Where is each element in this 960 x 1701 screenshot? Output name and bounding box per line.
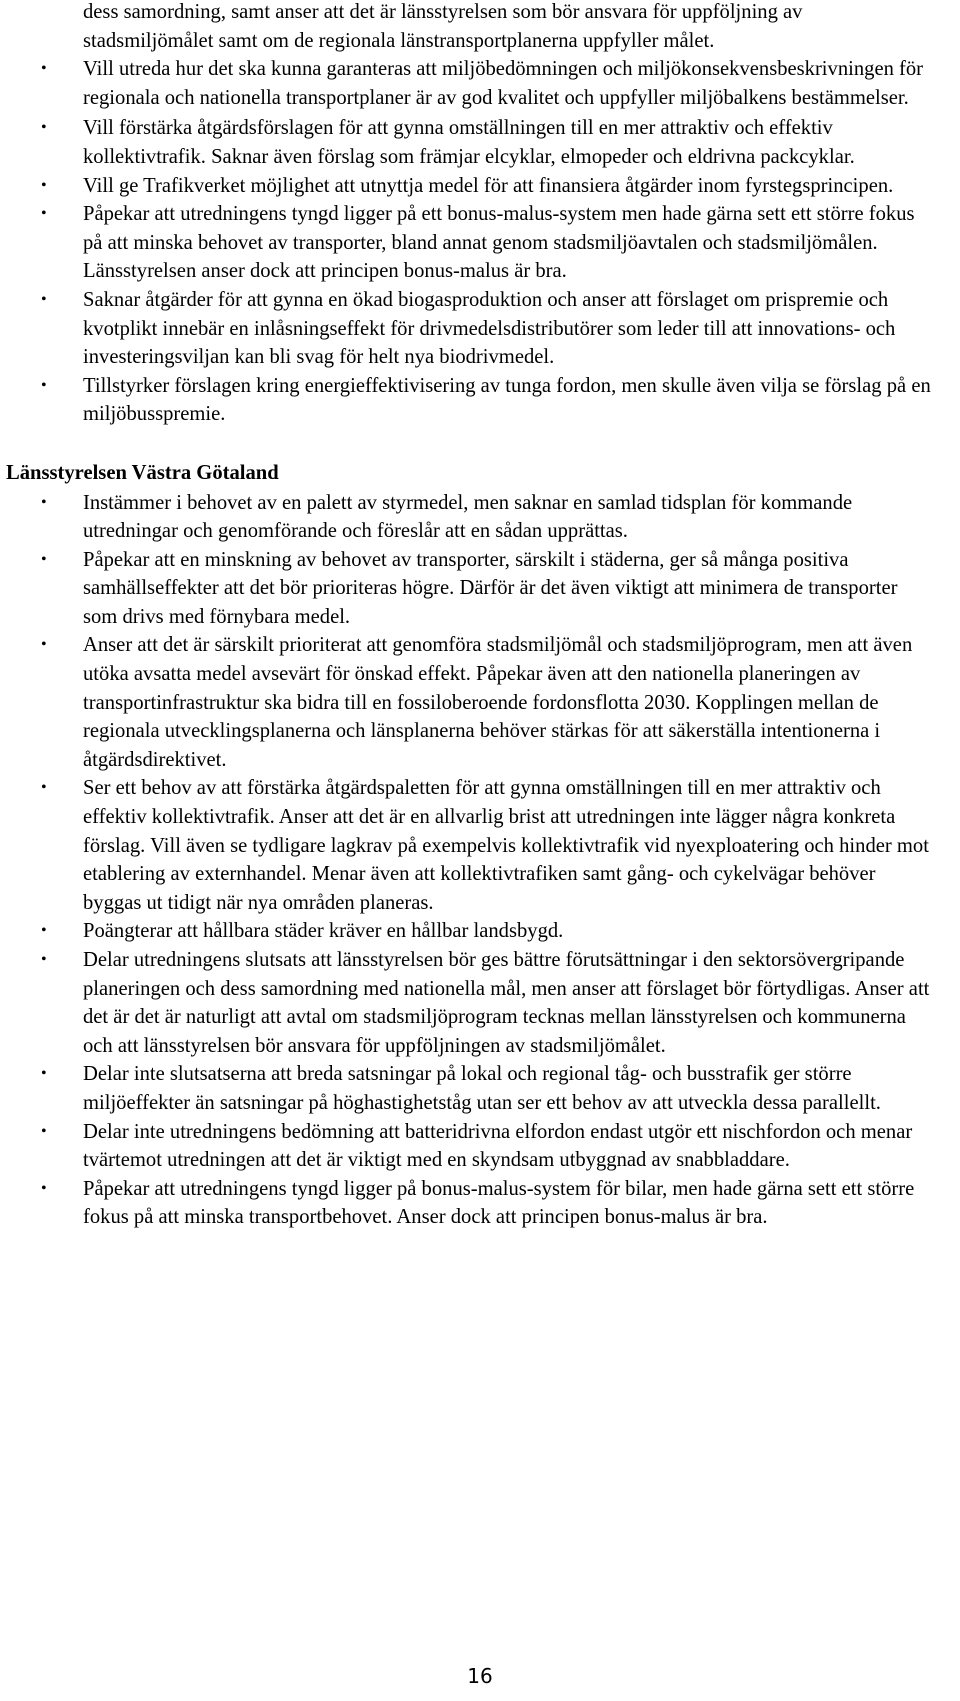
bullet-icon: • — [41, 550, 47, 568]
list-item — [0, 114, 960, 171]
bullet-icon: • — [41, 493, 47, 511]
list-item — [0, 1118, 960, 1175]
list-item — [0, 286, 960, 372]
bullet-icon: • — [41, 205, 47, 223]
list-item-text: Delar inte slutsatserna att breda satsningar på lokal och regional tåg- och busstrafik ger större miljöeffekter än satsningar på höghastighetståg utan ser ett behov av att utveckla dessa parallellt. — [83, 1063, 881, 1114]
page-number: 16 — [467, 1664, 493, 1688]
bullet-icon: • — [41, 1065, 47, 1083]
list-item — [0, 917, 960, 946]
bullet-icon: • — [41, 290, 47, 308]
bullet-list-section-1 — [0, 0, 960, 429]
list-item — [0, 172, 960, 201]
bullet-icon: • — [41, 1122, 47, 1140]
section-heading: Länsstyrelsen Västra Götaland — [6, 461, 279, 484]
list-item-text: dess samordning, samt anser att det är länsstyrelsen som bör ansvara för uppföljning av stadsmiljömålet samt om de regionala länstransportplanerna uppfyller målet. — [83, 1, 803, 52]
list-item-text: Delar inte utredningens bedömning att batteridrivna elfordon endast utgör ett nischfordon och menar tvärtemot utredningen att det är viktigt med en skyndsam utbyggnad av snabbladdare. — [83, 1120, 913, 1172]
bullet-icon: • — [41, 951, 47, 968]
bullet-icon: • — [41, 1179, 47, 1197]
list-item-text: Instämmer i behovet av en palett av styrmedel, men saknar en samlad tidsplan för kommande utredningar och genomförande och föreslår att en sådan upprättas. — [83, 491, 853, 543]
list-item — [0, 200, 960, 286]
bullet-icon: • — [41, 922, 47, 940]
list-item-text: Anser att det är särskilt prioriterat att genomföra stadsmiljömål och stadsmiljöprogram, men att även utöka avsatta medel avsevärt för önskad effekt. Påpekar även att den nationella planeringen av transportinfrastruktur ska bidra till en fossiloberoende fordonsflotta 2030. Kopplingen mellan de regionala utvecklingsplanerna och länsplanerna behöver stärkas för att säkerställa intentionerna i åtgärdsdirektivet. — [83, 634, 913, 771]
list-item-text: Saknar åtgärder för att gynna en ökad biogasproduktion och anser att förslaget om prispremie och kvotplikt innebär en inlåsningseffekt för drivmedelsdistributörer som leder till att innovations- och investeringsviljan kan bli svag för helt nya biodrivmedel. — [83, 288, 896, 369]
bullet-icon: • — [41, 176, 47, 194]
bullet-list-section-2 — [0, 489, 960, 1232]
list-item-text: Vill utreda hur det ska kunna garanteras att miljöbedömningen och miljökonsekvensbeskrivningen för regionala och nationella transportplaner är av god kvalitet och uppfyller miljöbalkens bestämmelser. — [83, 58, 924, 109]
list-item-text: Ser ett behov av att förstärka åtgärdspaletten för att gynna omställningen till en mer attraktiv och effektiv kollektivtrafik. Anser att det är en allvarlig brist att utredningen inte lägger några konkreta förslag. Vill även se tydligare lagkrav på exempelvis kollektivtrafik vid nyexploatering och hinder mot etablering av externhandel. Menar även att kollektivtrafiken samt gång- och cykelvägar behöver byggas ut tidigt när nya områden planeras. — [83, 777, 929, 914]
list-item — [0, 546, 960, 632]
list-item — [0, 774, 960, 917]
list-item-continuation — [0, 0, 960, 55]
bullet-icon: • — [41, 779, 47, 797]
list-item — [0, 55, 960, 112]
list-item-text: Tillstyrker förslagen kring energieffektivisering av tunga fordon, men skulle även vilja se förslag på en miljöbusspremie. — [83, 374, 931, 426]
list-item — [0, 372, 960, 429]
list-item-text: Vill ge Trafikverket möjlighet att utnyttja medel för att finansiera åtgärder inom fyrstegsprincipen. — [83, 174, 894, 197]
list-item-text: Påpekar att en minskning av behovet av transporter, särskilt i städerna, ger så många positiva samhällseffekter att det bör prioriteras högre. Därför är det även viktigt att minimera de transporter som drivs med förnybara medel. — [83, 548, 898, 628]
bullet-icon: • — [41, 636, 47, 654]
list-item-text: Påpekar att utredningens tyngd ligger på ett bonus-malus-system men hade gärna sett ett större fokus på att minska behovet av transporter, bland annat genom stadsmiljöavtalen och stadsmiljömålen. Länsstyrelsen anser dock att principen bonus-malus är bra. — [83, 203, 915, 283]
list-item-text: Delar utredningens slutsats att länsstyrelsen bör ges bättre förutsättningar i den sektorsövergripande planeringen och dess samordning med nationella mål, men anser att förslaget bör förtydligas. Anser att det är det är naturligt att avtal om stadsmiljöprogram tecknas mellan länsstyrelsen och kommunerna och att länsstyrelsen bör ansvara för uppföljningen av stadsmiljömålet. — [83, 949, 930, 1057]
list-item — [0, 1060, 960, 1117]
list-item-text: Vill förstärka åtgärdsförslagen för att gynna omställningen till en mer attraktiv och effektiv kollektivtrafik. Saknar även förslag som främjar elcyklar, elmopeder och eldrivna packcyklar. — [83, 117, 855, 168]
list-item — [0, 631, 960, 774]
bullet-icon: • — [41, 60, 47, 78]
list-item — [0, 946, 960, 1060]
list-item — [0, 1175, 960, 1232]
list-item-text: Påpekar att utredningens tyngd ligger på bonus-malus-system för bilar, men hade gärna sett ett större fokus på att minska transportbehovet. Anser dock att principen bonus-malus är bra. — [83, 1177, 915, 1229]
list-item-text: Poängterar att hållbara städer kräver en hållbar landsbygd. — [83, 920, 564, 943]
list-item — [0, 489, 960, 546]
bullet-icon: • — [41, 119, 47, 137]
bullet-icon: • — [41, 376, 47, 394]
